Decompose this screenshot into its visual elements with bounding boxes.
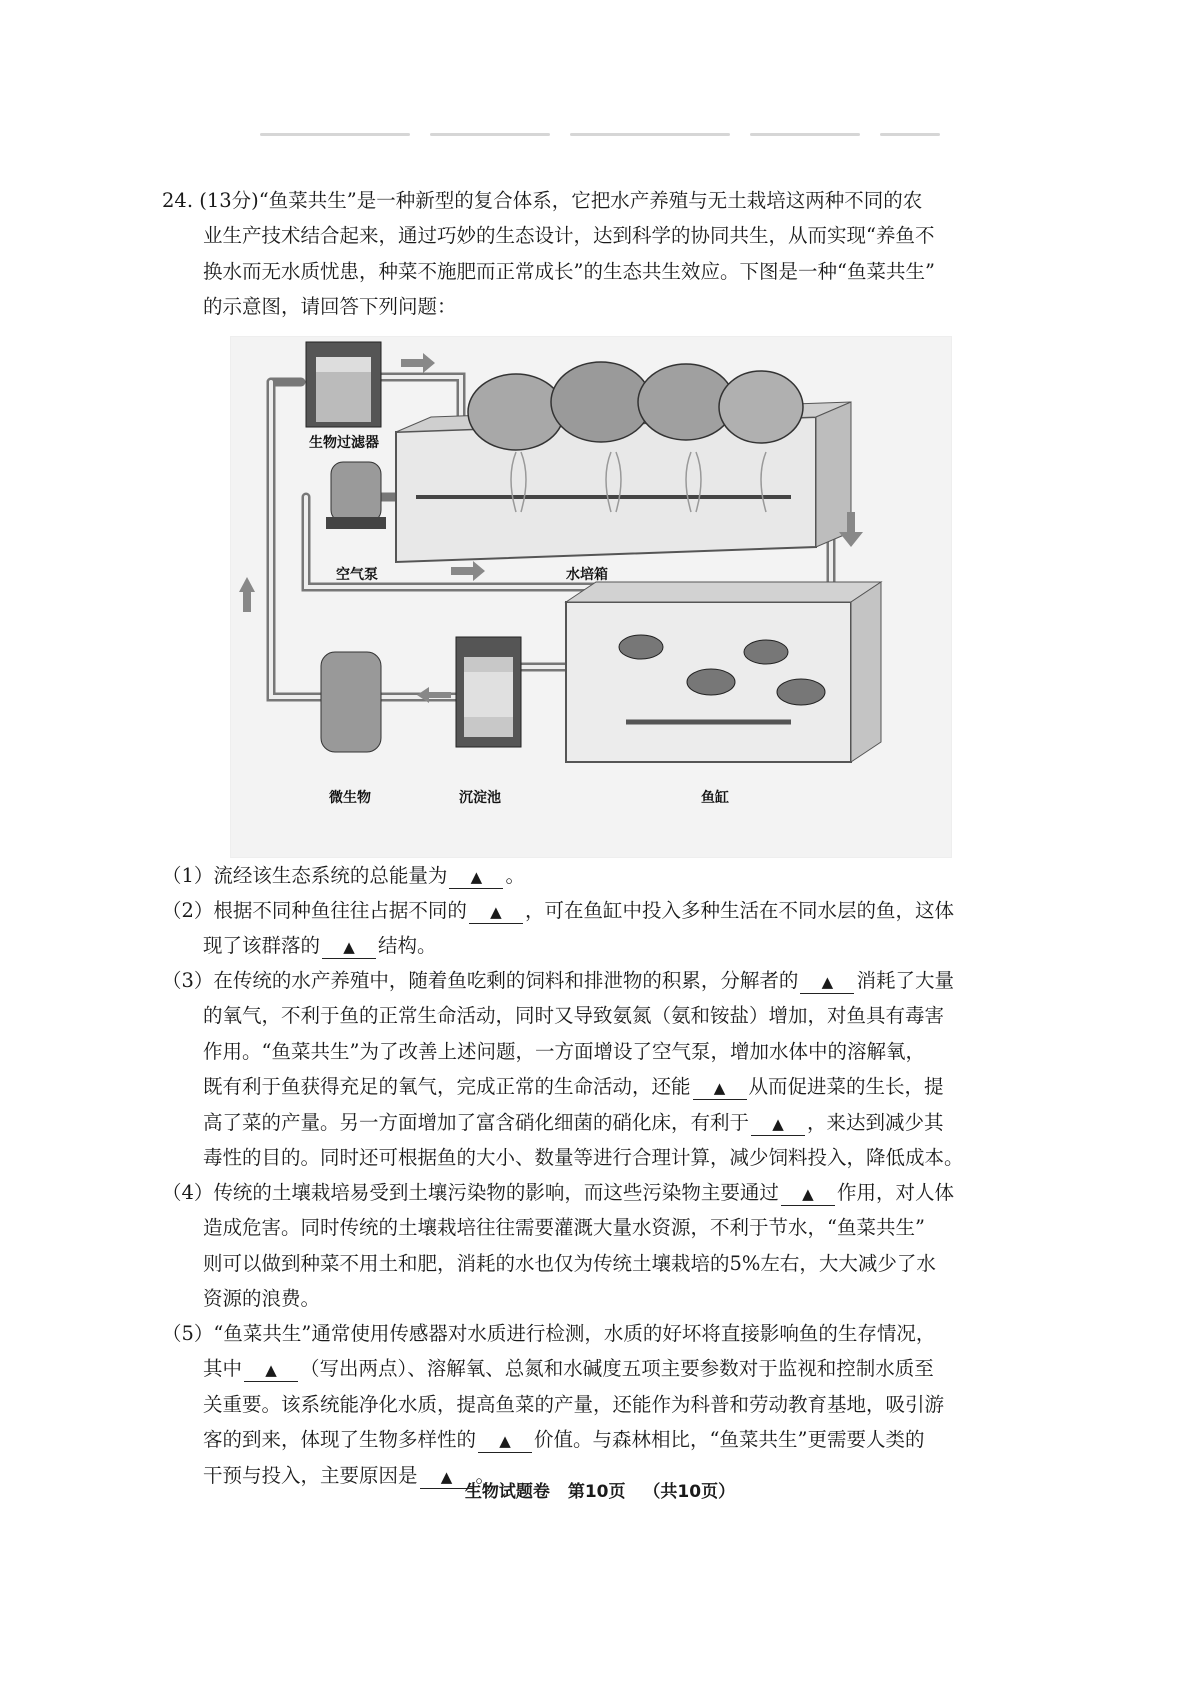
answer-marker: ▲	[470, 868, 483, 886]
air-pump	[326, 462, 386, 529]
subquestion-5-cont	[203, 1351, 944, 1493]
footer-subject: 生物试题卷	[464, 1482, 550, 1502]
answer-blank	[322, 935, 376, 959]
subquestion-4-text-a: 传统的土壤栽培易受到土壤污染物的影响，而这些污染物主要通过	[213, 1181, 779, 1204]
subquestion-3-line6: 毒性的目的。同时还可根据鱼的大小、数量等进行合理计算，减少饲料投入，降低成本。	[203, 1146, 964, 1169]
subquestion-2-number: （2）	[162, 899, 214, 922]
subquestion-5-line4b: 价值。与森林相比，“鱼菜共生”更需要人类的	[534, 1428, 925, 1451]
subquestion-2-text-d: 结构。	[378, 934, 437, 957]
subquestion-1-text: 流经该生态系统的总能量为	[213, 864, 448, 887]
answer-blank	[751, 1112, 805, 1136]
subquestion-4	[162, 1175, 954, 1211]
subquestion-3-line4b: 从而促进菜的生长，提	[748, 1075, 944, 1098]
aquaponics-diagram-svg	[231, 337, 951, 857]
subquestion-5-line5a: 干预与投入，主要原因是	[203, 1463, 418, 1487]
subquestion-5-line5b: 。	[475, 1463, 496, 1487]
answer-marker: ▲	[490, 903, 502, 921]
subquestion-3-cont	[203, 998, 964, 1176]
subquestion-4-line2: 造成危害。同时传统的土壤栽培往往需要灌溉大量水资源，不利于节水，“鱼菜共生”	[203, 1216, 925, 1239]
subquestion-3-line5a: 高了菜的产量。另一方面增加了富含硝化细菌的硝化床，有利于	[203, 1110, 750, 1134]
subquestion-3-text-a: 在传统的水产养殖中，随着鱼吃剩的饲料和排泄物的积累，分解者的	[213, 969, 799, 992]
subquestion-1-number: （1）	[162, 864, 214, 887]
answer-marker: ▲	[499, 1432, 511, 1450]
biofilter-unit	[306, 342, 381, 427]
subquestion-5-line1: “鱼菜共生”通常使用传感器对水质进行检测，水质的好坏将直接影响鱼的生存情况，	[213, 1322, 936, 1345]
answer-blank	[800, 970, 854, 994]
answer-blank	[781, 1182, 835, 1206]
settling-tank	[456, 637, 521, 747]
answer-marker: ▲	[772, 1114, 784, 1133]
answer-marker: ▲	[802, 1185, 814, 1203]
intro-line-3: 换水而无水质忧患，种菜不施肥而正常成长”的生态共生效应。下图是一种“鱼菜共生”	[203, 259, 935, 283]
answer-blank	[244, 1358, 298, 1382]
footer-total-pages: （共10页）	[643, 1482, 736, 1502]
subquestion-5-line4a: 客的到来，体现了生物多样性的	[203, 1428, 477, 1451]
subquestion-2	[162, 893, 954, 929]
subquestion-5-line2a: 其中	[203, 1357, 243, 1380]
intro-line-1: “鱼菜共生”是一种新型的复合体系，它把水产养殖与无土栽培这两种不同的农	[258, 189, 923, 212]
subquestion-3-line2: 的氧气，不利于鱼的正常生命活动，同时又导致氨氮（氨和铵盐）增加，对鱼具有毒害	[203, 1004, 945, 1027]
microbe-label: 微生物	[329, 790, 371, 806]
subquestion-4-line4: 资源的浪费。	[203, 1287, 321, 1310]
subquestion-3-line3: 作用。“鱼菜共生”为了改善上述问题，一方面增设了空气泵，增加水体中的溶解氧，	[203, 1039, 925, 1063]
subquestion-2-text-b: ，可在鱼缸中投入多种生活在不同水层的鱼，这体	[524, 899, 954, 922]
subquestion-5-number: （5）	[162, 1322, 214, 1345]
answer-blank	[469, 900, 523, 924]
subquestion-2-line2	[203, 928, 437, 964]
answer-marker: ▲	[343, 938, 355, 956]
answer-blank	[449, 865, 503, 889]
subquestion-3-number: （3）	[162, 969, 214, 992]
fish-tank	[566, 582, 881, 762]
answer-marker: ▲	[440, 1467, 453, 1486]
biofilter-label: 生物过滤器	[309, 435, 379, 451]
subquestion-4-cont	[203, 1210, 936, 1317]
subquestion-4-line3: 则可以做到种菜不用土和肥，消耗的水也仅为传统土壤栽培的5%左右，大大减少了水	[203, 1251, 936, 1275]
subquestion-1-end: 。	[505, 864, 525, 887]
hydro-box-label: 水培箱	[566, 567, 608, 583]
answer-blank	[478, 1429, 532, 1453]
subquestion-5-line2b: （写出两点）、溶解氧、总氮和水碱度五项主要参数对于监视和控制水质至	[300, 1357, 934, 1380]
subquestion-3	[162, 963, 954, 999]
answer-marker: ▲	[265, 1361, 277, 1379]
footer-page-number: 第10页	[567, 1482, 626, 1502]
air-pump-label: 空气泵	[336, 567, 378, 583]
subquestion-2-text-c: 现了该群落的	[203, 934, 321, 957]
faint-header-strip	[260, 128, 940, 142]
question-intro-cont	[203, 218, 963, 325]
question-points: (13分)	[199, 189, 259, 212]
subquestion-5-line3: 关重要。该系统能净化水质，提高鱼菜的产量，还能作为科普和劳动教育基地，吸引游	[203, 1392, 945, 1416]
answer-marker: ▲	[713, 1079, 726, 1097]
subquestion-4-text-b: 作用，对人体	[836, 1181, 954, 1204]
subquestion-3-line5b: ，来达到减少其	[807, 1110, 944, 1134]
fish-tank-label: 鱼缸	[701, 790, 729, 806]
question-intro	[162, 183, 962, 219]
question-number: 24.	[162, 189, 194, 212]
settling-label: 沉淀池	[459, 790, 501, 806]
subquestion-3-text-b: 消耗了大量	[856, 969, 954, 992]
intro-line-2: 业生产技术结合起来，通过巧妙的生态设计，达到科学的协同共生，从而实现“养鱼不	[203, 224, 935, 247]
subquestion-4-number: （4）	[162, 1181, 214, 1204]
page-footer	[0, 1477, 1200, 1502]
answer-blank	[693, 1076, 747, 1100]
microbe-unit	[321, 652, 381, 752]
intro-line-4: 的示意图，请回答下列问题：	[203, 295, 457, 318]
subquestion-1	[162, 858, 525, 894]
subquestion-5	[162, 1316, 935, 1352]
subquestion-2-text-a: 根据不同种鱼往往占据不同的	[213, 899, 467, 922]
aquaponics-diagram	[230, 336, 952, 858]
answer-marker: ▲	[821, 973, 834, 991]
subquestion-3-line4a: 既有利于鱼获得充足的氧气，完成正常的生命活动，还能	[203, 1075, 691, 1098]
